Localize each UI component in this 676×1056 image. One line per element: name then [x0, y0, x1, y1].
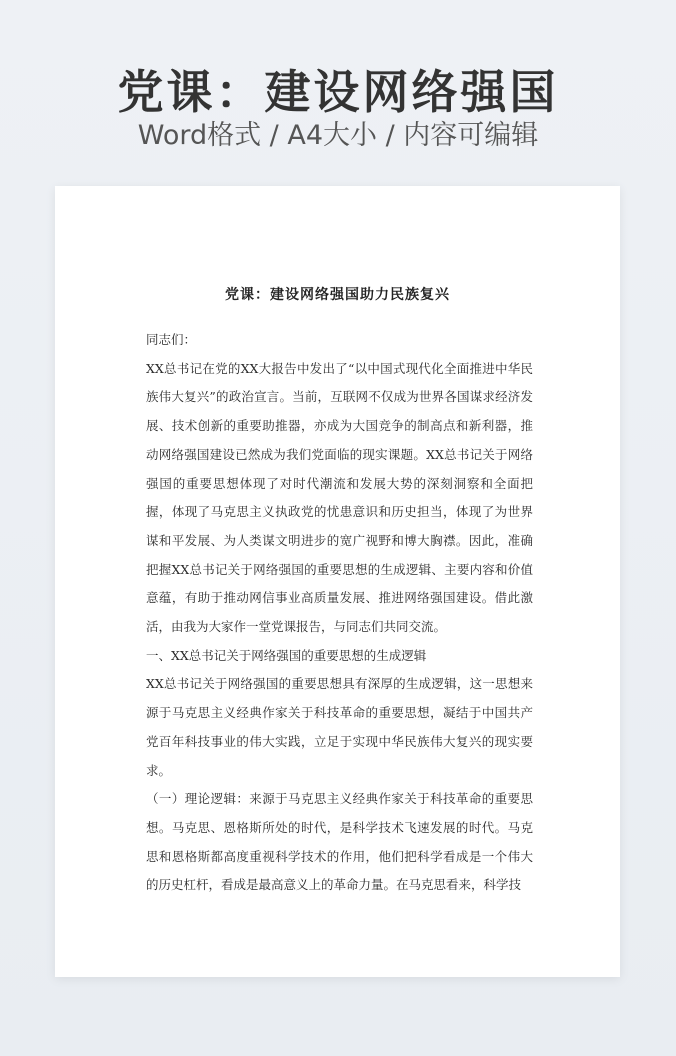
- document-title: 党课：建设网络强国助力民族复兴: [225, 287, 450, 303]
- salutation: 同志们：: [146, 332, 197, 347]
- document-body: [146, 326, 533, 900]
- paragraph-intro: XX总书记在党的XX大报告中发出了“以中国式现代化全面推进中华民族伟大复兴”的政治宣言。当前，互联网不仅成为世界各国谋求经济发展、技术创新的重要助推器，亦成为大国竞争的制高点和新利器，推动网络强国建设已然成为我们党面临的现实课题。XX总书记关于网络强国的重要思想体现了对时代潮流和发展大势的深刻洞察和全面把握，体现了马克思主义执政党的忧患意识和历史担当，体现了为世界谋和平发展、为人类谋文明进步的宽广视野和博大胸襟。因此，准确把握XX总书记关于网络强国的重要思想的生成逻辑、主要内容和价值意蕴，有助于推动网信事业高质量发展、推进网络强国建设。借此激活，由我为大家作一堂党课报告，与同志们共同交流。: [146, 360, 533, 635]
- paragraph-theory-logic: （一）理论逻辑：来源于马克思主义经典作家关于科技革命的重要思想。马克思、恩格斯所处的时代，是科学技术飞速发展的时代。马克思和恩格斯都高度重视科学技术的作用，他们把科学看成是一个伟大的历史杠杆，看成是最高意义上的革命力量。在马克思看来，科学技: [146, 791, 533, 893]
- banner-subtitle: Word格式 / A4大小 / 内容可编辑: [137, 120, 539, 151]
- paragraph-section-summary: XX总书记关于网络强国的重要思想具有深厚的生成逻辑，这一思想来源于马克思主义经典作家关于科技革命的重要思想，凝结于中国共产党百年科技事业的伟大实践，立足于实现中华民族伟大复兴的现实要求。: [146, 676, 533, 778]
- banner-title: 党课：建设网络强国: [117, 65, 559, 119]
- document-page: [55, 186, 620, 977]
- section-heading: 一、XX总书记关于网络强国的重要思想的生成逻辑: [146, 647, 427, 663]
